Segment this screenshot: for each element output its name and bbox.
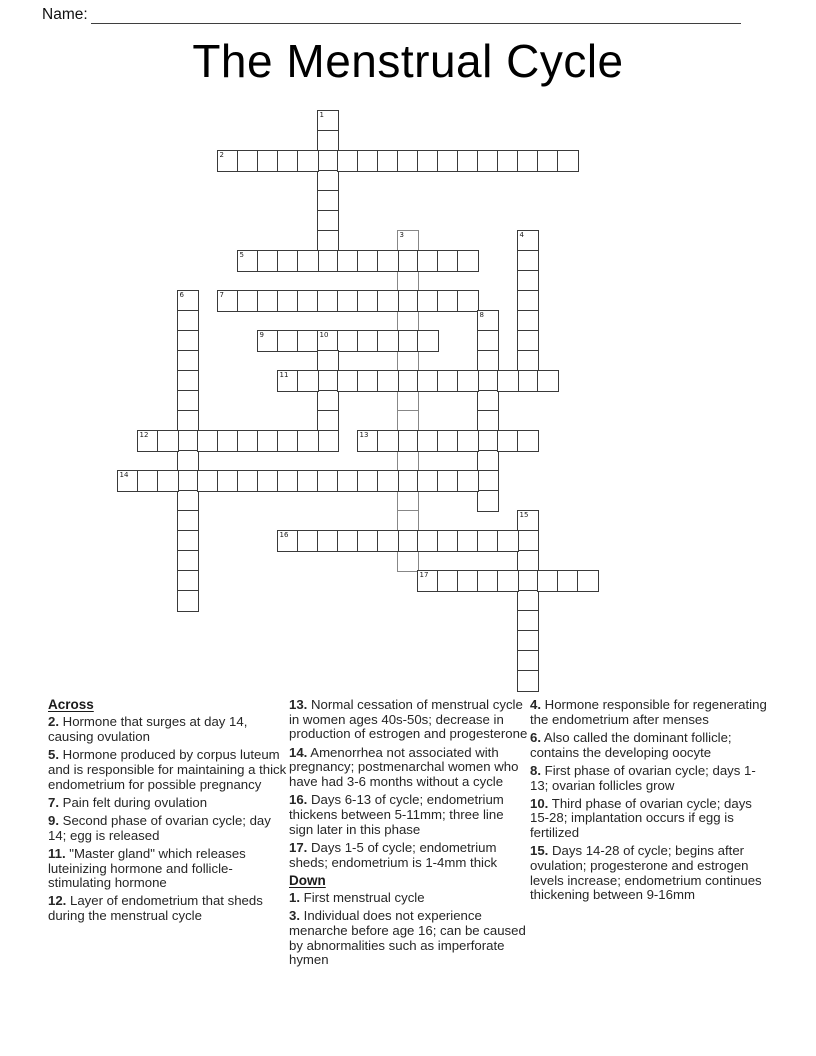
grid-cell (517, 570, 539, 592)
grid-number-14: 14 (119, 471, 129, 479)
clue-item-down-3: 3. Individual does not experience menarche before age 16; can be caused by abnormalities such as imperforate hymen (289, 908, 526, 968)
grid-cell (197, 430, 219, 452)
grid-cell (497, 430, 519, 452)
grid-cell (517, 430, 539, 452)
grid-cell (397, 270, 419, 292)
grid-cell (457, 470, 479, 492)
grid-cell (377, 290, 399, 312)
grid-cell (577, 570, 599, 592)
grid-cell (177, 530, 199, 552)
grid-number-8: 8 (479, 311, 484, 319)
grid-cell (217, 430, 239, 452)
grid-cell (277, 430, 299, 452)
grid-number-2: 2 (219, 151, 224, 159)
grid-cell (437, 290, 459, 312)
grid-cell (357, 370, 379, 392)
grid-cell (377, 150, 399, 172)
grid-cell (297, 330, 319, 352)
clue-number-label: 6. (530, 729, 541, 745)
grid-cell (177, 310, 199, 332)
grid-cell (457, 290, 479, 312)
grid-cell (377, 370, 399, 392)
grid-cell (537, 370, 559, 392)
grid-cell (517, 250, 539, 272)
grid-cell (477, 330, 499, 352)
grid-cell (517, 310, 539, 332)
grid-cell (397, 350, 419, 372)
grid-cell (377, 470, 399, 492)
grid-cell (417, 330, 439, 352)
grid-cell (477, 150, 499, 172)
grid-cell (417, 150, 439, 172)
grid-cell (557, 150, 579, 172)
down-header: Down (289, 872, 326, 888)
grid-cell (397, 490, 419, 512)
grid-cell (297, 470, 319, 492)
grid-cell (297, 250, 319, 272)
grid-cell (417, 470, 439, 492)
grid-cell (317, 230, 339, 252)
clue-column-right (530, 698, 771, 907)
grid-cell (517, 290, 539, 312)
grid-cell (237, 470, 259, 492)
grid-cell (317, 290, 339, 312)
name-blank-line (91, 23, 741, 24)
grid-cell (397, 530, 419, 552)
grid-cell (437, 150, 459, 172)
grid-cell (537, 570, 559, 592)
clue-item-down-15: 15. Days 14-28 of cycle; begins after ovulation; progesterone and estrogen levels increase; endometrium continues thickening between 9-16mm (530, 843, 762, 903)
grid-cell (317, 210, 339, 232)
grid-cell (377, 330, 399, 352)
grid-cell (477, 370, 499, 392)
grid-cell (357, 250, 379, 272)
grid-cell (337, 150, 359, 172)
grid-cell (277, 150, 299, 172)
clue-number-label: 5. (48, 747, 59, 763)
grid-cell (237, 150, 259, 172)
grid-cell (437, 530, 459, 552)
clue-number-label: 3. (289, 908, 300, 924)
clue-number-label: 14. (289, 744, 308, 760)
grid-cell (397, 150, 419, 172)
clue-column-left (48, 698, 289, 927)
grid-number-16: 16 (279, 531, 289, 539)
grid-cell (357, 530, 379, 552)
grid-cell (337, 290, 359, 312)
grid-cell (357, 150, 379, 172)
clue-number-label: 1. (289, 889, 300, 905)
grid-cell (537, 150, 559, 172)
clue-item-across-16: 16. Days 6-13 of cycle; endometrium thickens between 5-11mm; three line sign later in this phase (289, 792, 504, 837)
grid-cell (457, 150, 479, 172)
grid-cell (557, 570, 579, 592)
grid-cell (517, 530, 539, 552)
grid-cell (317, 190, 339, 212)
grid-cell (417, 530, 439, 552)
grid-number-7: 7 (219, 291, 224, 299)
grid-cell (397, 550, 419, 572)
grid-cell (397, 290, 419, 312)
grid-cell (397, 470, 419, 492)
grid-cell (257, 290, 279, 312)
clue-item-across-11: 11. "Master gland" which releases luteinizing hormone and follicle-stimulating hormone (48, 845, 246, 891)
clue-number-label: 17. (289, 839, 308, 855)
grid-cell (297, 370, 319, 392)
grid-cell (237, 430, 259, 452)
grid-cell (497, 370, 519, 392)
grid-number-15: 15 (519, 511, 529, 519)
grid-cell (177, 590, 199, 612)
grid-cell (477, 570, 499, 592)
grid-cell (457, 570, 479, 592)
grid-cell (177, 570, 199, 592)
clue-number-label: 16. (289, 792, 308, 808)
grid-cell (497, 530, 519, 552)
clue-item-down-8: 8. First phase of ovarian cycle; days 1-13; ovarian follicles grow (530, 762, 756, 793)
grid-cell (197, 470, 219, 492)
clue-item-across-7: 7. Pain felt during ovulation (48, 794, 208, 810)
grid-number-13: 13 (359, 431, 369, 439)
grid-cell (317, 430, 339, 452)
grid-cell (317, 530, 339, 552)
grid-cell (517, 650, 539, 672)
grid-cell (397, 410, 419, 432)
clue-number-label: 12. (48, 893, 67, 909)
grid-cell (357, 470, 379, 492)
grid-cell (397, 450, 419, 472)
grid-cell (277, 330, 299, 352)
grid-cell (337, 370, 359, 392)
grid-number-12: 12 (139, 431, 149, 439)
grid-cell (257, 430, 279, 452)
grid-cell (397, 510, 419, 532)
grid-number-10: 10 (319, 331, 329, 339)
grid-cell (297, 430, 319, 452)
grid-cell (477, 350, 499, 372)
grid-cell (317, 150, 339, 172)
clue-item-across-5: 5. Hormone produced by corpus luteum and is responsible for maintaining a thick endometrium for possible pregnancy (48, 747, 287, 792)
clue-column-middle (289, 698, 530, 971)
grid-cell (397, 330, 419, 352)
grid-cell (357, 330, 379, 352)
grid-cell (317, 250, 339, 272)
grid-cell (277, 250, 299, 272)
clue-item-across-14: 14. Amenorrhea not associated with pregnancy; postmenarchal women who have had 3-6 months without a cycle (289, 744, 519, 790)
grid-cell (177, 350, 199, 372)
grid-cell (177, 430, 199, 452)
grid-cell (397, 390, 419, 412)
clue-number-label: 9. (48, 812, 59, 828)
grid-number-11: 11 (279, 371, 289, 379)
grid-cell (477, 490, 499, 512)
grid-number-4: 4 (519, 231, 524, 239)
grid-cell (177, 390, 199, 412)
grid-cell (457, 530, 479, 552)
grid-cell (417, 290, 439, 312)
grid-cell (297, 530, 319, 552)
grid-cell (157, 430, 179, 452)
grid-cell (137, 470, 159, 492)
grid-number-3: 3 (399, 231, 404, 239)
grid-cell (377, 250, 399, 272)
clue-number-label: 7. (48, 794, 59, 810)
grid-cell (477, 430, 499, 452)
grid-cell (437, 370, 459, 392)
grid-cell (317, 170, 339, 192)
name-label: Name: (42, 6, 88, 23)
grid-cell (517, 330, 539, 352)
grid-cell (177, 330, 199, 352)
grid-cell (177, 370, 199, 392)
grid-cell (477, 470, 499, 492)
grid-cell (317, 390, 339, 412)
grid-number-1: 1 (319, 111, 324, 119)
grid-cell (457, 250, 479, 272)
grid-cell (517, 550, 539, 572)
clue-item-down-10: 10. Third phase of ovarian cycle; days 15-28; implantation occurs if egg is fertilized (530, 795, 752, 841)
grid-cell (517, 630, 539, 652)
grid-cell (217, 470, 239, 492)
grid-cell (177, 550, 199, 572)
grid-cell (357, 290, 379, 312)
grid-cell (277, 290, 299, 312)
grid-cell (317, 470, 339, 492)
grid-cell (457, 430, 479, 452)
grid-cell (297, 290, 319, 312)
grid-cell (477, 530, 499, 552)
clue-item-across-9: 9. Second phase of ovarian cycle; day 14; egg is released (48, 812, 271, 843)
clue-number-label: 2. (48, 714, 59, 730)
clue-item-across-17: 17. Days 1-5 of cycle; endometrium sheds; endometrium is 1-4mm thick (289, 839, 498, 870)
grid-cell (177, 470, 199, 492)
grid-cell (477, 450, 499, 472)
grid-cell (337, 470, 359, 492)
grid-cell (517, 610, 539, 632)
grid-cell (517, 590, 539, 612)
across-header: Across (48, 697, 94, 712)
grid-cell (417, 250, 439, 272)
grid-cell (477, 390, 499, 412)
grid-cell (177, 490, 199, 512)
clue-item-down-4: 4. Hormone responsible for regenerating the endometrium after menses (530, 697, 767, 727)
clue-number-label: 13. (289, 697, 308, 712)
grid-cell (497, 570, 519, 592)
clue-number-label: 4. (530, 697, 541, 712)
clue-number-label: 15. (530, 843, 549, 859)
grid-cell (337, 530, 359, 552)
grid-number-6: 6 (179, 291, 184, 299)
grid-cell (437, 430, 459, 452)
grid-cell (317, 350, 339, 372)
grid-cell (317, 130, 339, 152)
grid-cell (317, 410, 339, 432)
clue-item-down-6: 6. Also called the dominant follicle; contains the developing oocyte (530, 729, 732, 760)
grid-cell (317, 370, 339, 392)
grid-cell (257, 250, 279, 272)
grid-cell (257, 470, 279, 492)
page-title: The Menstrual Cycle (192, 35, 624, 87)
grid-cell (337, 330, 359, 352)
grid-cell (237, 290, 259, 312)
grid-cell (517, 350, 539, 372)
grid-cell (397, 310, 419, 332)
grid-cell (277, 470, 299, 492)
grid-cell (157, 470, 179, 492)
grid-cell (397, 430, 419, 452)
grid-cell (477, 410, 499, 432)
grid-cell (177, 450, 199, 472)
clue-item-across-2: 2. Hormone that surges at day 14, causing ovulation (48, 714, 248, 744)
grid-number-5: 5 (239, 251, 244, 259)
grid-cell (517, 370, 539, 392)
grid-cell (397, 370, 419, 392)
grid-cell (497, 150, 519, 172)
grid-cell (417, 430, 439, 452)
grid-number-17: 17 (419, 571, 429, 579)
grid-cell (517, 150, 539, 172)
grid-cell (457, 370, 479, 392)
grid-number-9: 9 (259, 331, 264, 339)
grid-cell (337, 250, 359, 272)
clue-item-across-12: 12. Layer of endometrium that sheds during the menstrual cycle (48, 893, 263, 924)
clue-number-label: 11. (48, 845, 66, 861)
grid-cell (517, 670, 539, 692)
clue-item-down-1: 1. First menstrual cycle (289, 889, 425, 905)
clue-number-label: 10. (530, 795, 549, 811)
clue-number-label: 8. (530, 762, 541, 778)
clue-item-across-13: 13. Normal cessation of menstrual cycle in women ages 40s-50s; decrease in production of estrogen and progesterone (289, 697, 528, 742)
grid-cell (297, 150, 319, 172)
grid-cell (377, 530, 399, 552)
grid-cell (437, 570, 459, 592)
grid-cell (437, 470, 459, 492)
grid-cell (397, 250, 419, 272)
grid-cell (377, 430, 399, 452)
grid-cell (417, 370, 439, 392)
grid-cell (177, 510, 199, 532)
grid-cell (177, 410, 199, 432)
grid-cell (437, 250, 459, 272)
grid-cell (517, 270, 539, 292)
grid-cell (257, 150, 279, 172)
